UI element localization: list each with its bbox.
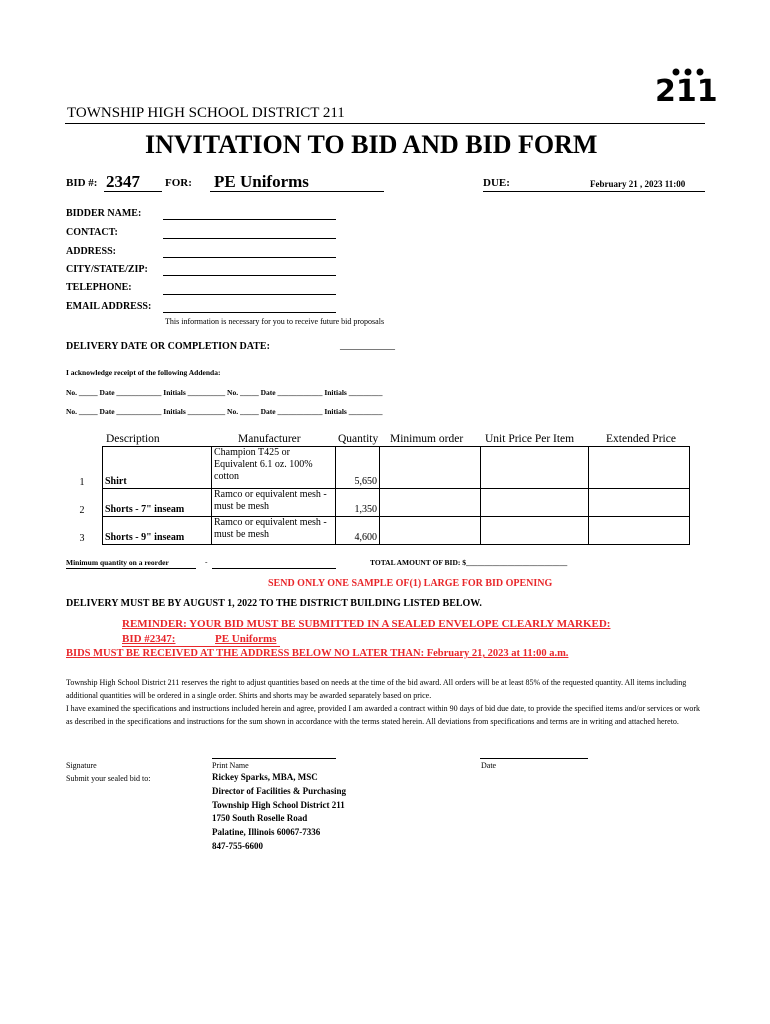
- row-description: Shorts - 7" inseam: [103, 489, 212, 517]
- bid-ref-label: BID #2347:: [122, 633, 176, 645]
- header-rule: [65, 123, 705, 124]
- city-state-zip-input[interactable]: [163, 275, 336, 276]
- print-name-label: Print Name: [212, 761, 249, 770]
- date-label: Date: [481, 761, 497, 770]
- address-line: 1750 South Roselle Road: [212, 813, 308, 824]
- row-unit-price[interactable]: [481, 447, 589, 489]
- reminder-notice: REMINDER: YOUR BID MUST BE SUBMITTED IN A SEALED ENVELOPE CLEARLY MARKED:: [122, 618, 611, 630]
- for-value: PE Uniforms: [214, 172, 309, 191]
- address-line: Palatine, Illinois 60067-7336: [212, 827, 321, 838]
- items-table: [62, 446, 690, 545]
- city-state-zip-label: CITY/STATE/ZIP:: [66, 264, 148, 275]
- col-header-manufacturer: Manufacturer: [238, 433, 301, 445]
- address-line: Rickey Sparks, MBA, MSC: [212, 772, 318, 782]
- row-minimum-order[interactable]: [380, 517, 481, 545]
- row-description: Shorts - 9" inseam: [103, 517, 212, 545]
- col-header-description: Description: [106, 433, 160, 445]
- table-row: [62, 517, 690, 545]
- min-reorder-dash: -: [205, 557, 208, 566]
- district-name: TOWNSHIP HIGH SCHOOL DISTRICT 211: [67, 105, 345, 121]
- address-line: Township High School District 211: [212, 799, 345, 810]
- col-header-minimum-order: Minimum order: [390, 433, 464, 445]
- row-description: Shirt: [103, 447, 212, 489]
- quantity-paragraph: Township High School District 211 reserves the right to adjust quantities based on needs at the time of the bid award. All orders will be at least 85% of the requested quantity. All items including additional quantities will be ordered in a single order. Shirts and shorts may be awarded separately based on price.: [66, 678, 687, 700]
- total-amount-label[interactable]: TOTAL AMOUNT OF BID: $___________________________: [370, 558, 568, 567]
- min-reorder-label: Minimum quantity on a reorder: [66, 558, 169, 567]
- addenda-row-2[interactable]: No. _____ Date ____________ Initials __________ No. _____ Date ____________ Initials _________: [66, 407, 383, 416]
- row-quantity: 1,350: [336, 489, 380, 517]
- for-value-line: [210, 191, 384, 192]
- delivery-date-label: DELIVERY DATE OR COMPLETION DATE:: [66, 341, 270, 352]
- row-minimum-order[interactable]: [380, 447, 481, 489]
- bidder-note: This information is necessary for you to receive future bid proposals: [165, 317, 385, 326]
- row-manufacturer: Ramco or equivalent mesh - must be mesh: [212, 489, 336, 517]
- min-reorder-input[interactable]: [212, 568, 336, 569]
- col-header-extended-price: Extended Price: [606, 433, 676, 445]
- district-211-logo: [655, 68, 718, 109]
- deadline-notice: BIDS MUST BE RECEIVED AT THE ADDRESS BELOW NO LATER THAN: February 21, 2023 at 11:00 a.m.: [66, 648, 569, 659]
- col-header-quantity: Quantity: [338, 433, 379, 445]
- row-unit-price[interactable]: [481, 517, 589, 545]
- email-input[interactable]: [163, 312, 336, 313]
- bidder-name-input[interactable]: [163, 219, 336, 220]
- row-minimum-order[interactable]: [380, 489, 481, 517]
- row-extended-price[interactable]: [589, 489, 690, 517]
- date-line[interactable]: [480, 758, 588, 759]
- row-number: 1: [79, 476, 85, 488]
- bid-label: BID #:: [66, 177, 98, 189]
- row-number: 3: [79, 532, 85, 544]
- row-extended-price[interactable]: [589, 447, 690, 489]
- page-title: INVITATION TO BID AND BID FORM: [145, 130, 598, 159]
- submit-label: Submit your sealed bid to:: [66, 774, 151, 783]
- row-number: 2: [79, 504, 85, 516]
- bid-ref-underline: [122, 646, 280, 647]
- address-input[interactable]: [163, 257, 336, 258]
- bid-number-line: [104, 191, 162, 192]
- bidder-name-label: BIDDER NAME:: [66, 208, 142, 219]
- email-label: EMAIL ADDRESS:: [66, 301, 152, 312]
- bid-ref-name: PE Uniforms: [215, 633, 277, 645]
- due-value: February 21 , 2023 11:00: [590, 179, 686, 189]
- for-label: FOR:: [165, 177, 192, 189]
- address-label: ADDRESS:: [66, 246, 117, 257]
- contact-input[interactable]: [163, 238, 336, 239]
- telephone-label: TELEPHONE:: [66, 282, 132, 293]
- svg-text:211: 211: [655, 74, 718, 109]
- min-reorder-line: [66, 568, 196, 569]
- address-line: Director of Facilities & Purchasing: [212, 785, 346, 796]
- agreement-paragraph: I have examined the specifications and instructions included herein and agree, provided I am awarded a contract within 90 days of bid due date, to provide the specified items and/or services or work as described in the specifications and instructions for the sum shown in accordance with the terms stated herein. All deviations from specifications and terms are in writing and attached hereto.: [66, 704, 701, 726]
- telephone-input[interactable]: [163, 294, 336, 295]
- row-unit-price[interactable]: [481, 489, 589, 517]
- addenda-row-1[interactable]: No. _____ Date ____________ Initials __________ No. _____ Date ____________ Initials _________: [66, 388, 383, 397]
- row-extended-price[interactable]: [589, 517, 690, 545]
- address-line: 847-755-6600: [212, 840, 263, 851]
- due-label: DUE:: [483, 177, 510, 189]
- bid-number: 2347: [106, 172, 140, 191]
- delivery-notice: DELIVERY MUST BE BY AUGUST 1, 2022 TO THE DISTRICT BUILDING LISTED BELOW.: [66, 598, 482, 609]
- row-quantity: 5,650: [336, 447, 380, 489]
- sample-notice: SEND ONLY ONE SAMPLE OF(1) LARGE FOR BID OPENING: [268, 578, 553, 589]
- row-manufacturer: Ramco or equivalent mesh - must be mesh: [212, 517, 336, 545]
- contact-label: CONTACT:: [66, 227, 118, 238]
- addenda-title: I acknowledge receipt of the following Addenda:: [66, 368, 221, 377]
- row-manufacturer: Champion T425 or Equivalent 6.1 oz. 100% cotton: [212, 447, 336, 489]
- col-header-unit-price: Unit Price Per Item: [485, 433, 575, 445]
- submit-address: [212, 771, 346, 854]
- delivery-date-blank[interactable]: ___________: [340, 340, 395, 351]
- signature-line[interactable]: [212, 758, 336, 759]
- due-line: [483, 191, 705, 192]
- row-quantity: 4,600: [336, 517, 380, 545]
- table-row: [62, 489, 690, 517]
- signature-label: Signature: [66, 761, 97, 770]
- table-row: [62, 447, 690, 489]
